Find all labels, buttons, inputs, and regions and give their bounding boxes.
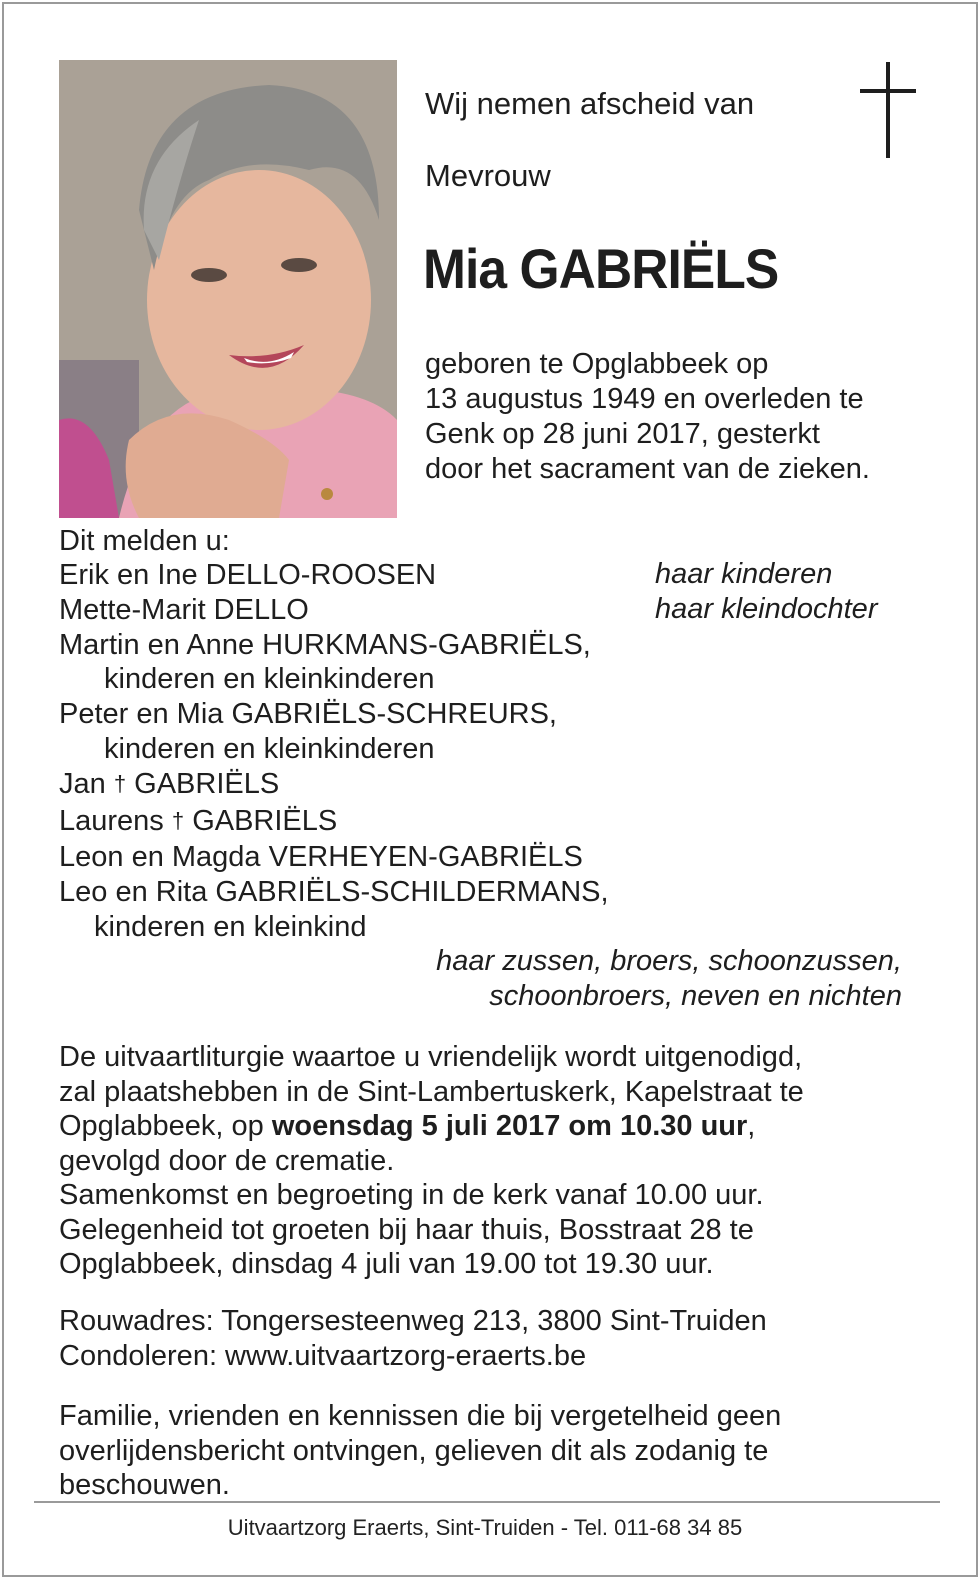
- last-name: GABRIËLS: [134, 767, 280, 800]
- relatives-line: schoonbroers, neven en nichten: [489, 979, 902, 1012]
- mourning-address: Rouwadres: Tongersesteenweg 213, 3800 Sint-Truiden: [59, 1305, 767, 1337]
- family-member: Martin en Anne HURKMANS-GABRIËLS,: [59, 628, 591, 661]
- funeral-date-time: woensdag 5 juli 2017 om 10.30 uur: [271, 1110, 748, 1142]
- family-member-sub: kinderen en kleinkinderen: [104, 732, 435, 765]
- last-name: GABRIËLS: [192, 804, 338, 837]
- funeral-line: [59, 1109, 804, 1144]
- announcement-heading: Dit melden u:: [59, 525, 230, 557]
- contact-details: [59, 1304, 767, 1373]
- closing-line: beschouwen.: [59, 1469, 230, 1501]
- portrait-photo: [59, 60, 397, 518]
- funeral-details: [59, 1040, 804, 1282]
- funeral-line: De uitvaartliturgie waartoe u vriendelijk wordt uitgenodigd,: [59, 1041, 803, 1073]
- relatives-line: haar zussen, broers, schoonzussen,: [436, 945, 902, 977]
- relation-label: haar kleindochter: [655, 593, 878, 625]
- deceased-name: Mia GABRIËLS: [423, 237, 779, 300]
- first-name: Jan: [59, 767, 106, 800]
- footer-divider: [34, 1501, 940, 1503]
- family-member: Peter en Mia GABRIËLS-SCHREURS,: [59, 698, 557, 731]
- funeral-line: zal plaatshebben in de Sint-Lambertuskerk, Kapelstraat te: [59, 1075, 804, 1108]
- funeral-line: gevolgd door de crematie.: [59, 1144, 395, 1177]
- funeral-text: Opglabbeek, op: [59, 1110, 272, 1142]
- portrait-illustration: [59, 60, 397, 518]
- family-member-sub: kinderen en kleinkind: [94, 910, 367, 943]
- closing-line: overlijdensbericht ontvingen, gelieven dit als zodanig te: [59, 1434, 769, 1467]
- closing-note: [59, 1399, 781, 1503]
- family-member: Leon en Magda VERHEYEN-GABRIËLS: [59, 841, 583, 874]
- relation-label: haar kinderen: [655, 558, 833, 590]
- family-list: [59, 558, 609, 945]
- intro-text: Wij nemen afscheid van: [425, 86, 755, 121]
- relatives-summary: [436, 944, 902, 1013]
- honorific: Mevrouw: [425, 158, 551, 193]
- family-member: Mette-Marit DELLO: [59, 593, 309, 626]
- birth-death-line: Genk op 28 juni 2017, gesterkt: [425, 418, 820, 450]
- family-member-deceased: [59, 804, 609, 841]
- dagger-icon: †: [113, 770, 127, 796]
- family-member-deceased: [59, 767, 609, 804]
- birth-death-info: [425, 347, 870, 487]
- funeral-home-footer: Uitvaartzorg Eraerts, Sint-Truiden - Tel. 011-68 34 85: [227, 1515, 743, 1540]
- funeral-line: Samenkomst en begroeting in de kerk vanaf 10.00 uur.: [59, 1179, 764, 1211]
- dagger-icon: †: [171, 807, 185, 833]
- funeral-line: Gelegenheid tot groeten bij haar thuis, Bosstraat 28 te: [59, 1213, 754, 1246]
- family-member: Erik en Ine DELLO-ROOSEN: [59, 559, 437, 591]
- birth-death-line: 13 augustus 1949 en overleden te: [425, 383, 864, 415]
- funeral-text: ,: [747, 1110, 756, 1142]
- closing-line: Familie, vrienden en kennissen die bij vergetelheid geen: [59, 1400, 782, 1432]
- birth-death-line: door het sacrament van de zieken.: [425, 453, 870, 485]
- family-member-sub: kinderen en kleinkinderen: [104, 663, 435, 696]
- condolence-website: Condoleren: www.uitvaartzorg-eraerts.be: [59, 1339, 587, 1372]
- family-member: Leo en Rita GABRIËLS-SCHILDERMANS,: [59, 876, 609, 909]
- first-name: Laurens: [59, 804, 164, 837]
- birth-death-line: geboren te Opglabbeek op: [425, 348, 769, 380]
- cross-icon: [860, 62, 916, 158]
- funeral-line: Opglabbeek, dinsdag 4 juli van 19.00 tot 19.30 uur.: [59, 1248, 714, 1280]
